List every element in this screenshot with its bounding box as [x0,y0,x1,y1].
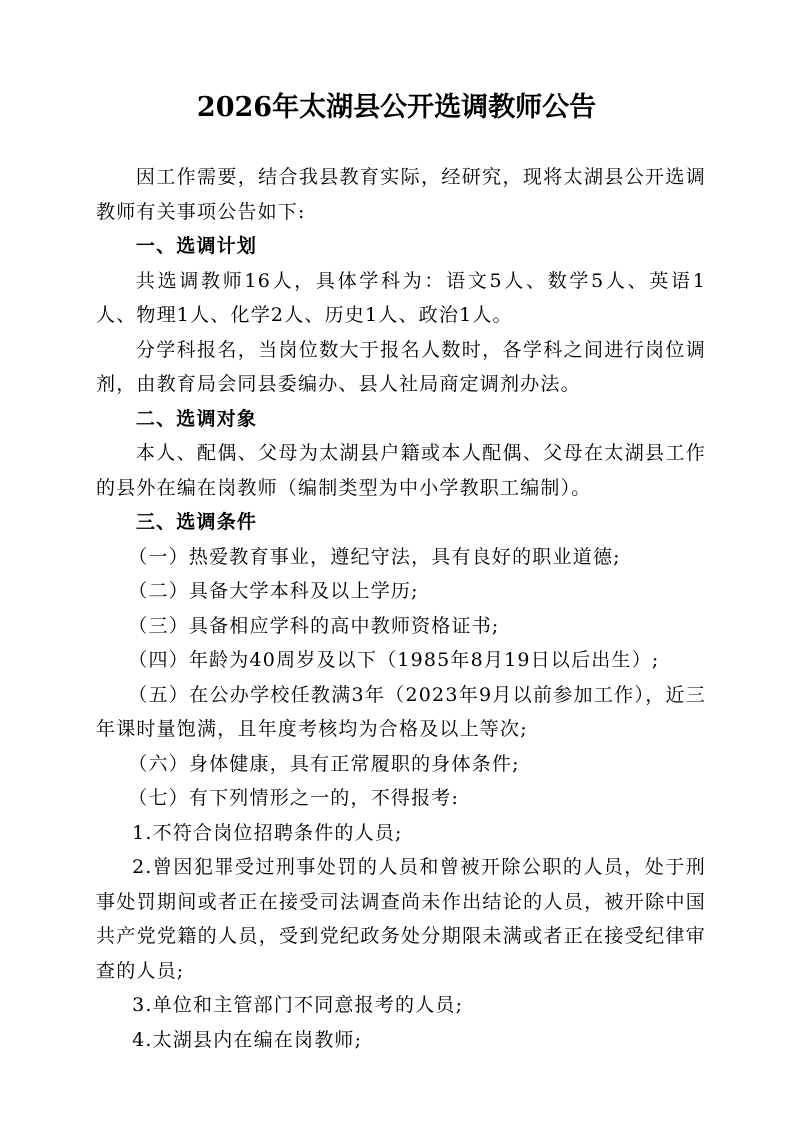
document-body [96,160,706,1057]
condition-item-2: （二）具备大学本科及以上学历; [128,580,419,602]
condition-item-3: （三）具备相应学科的高中教师资格证书; [128,614,500,637]
target-paragraph: 本人、配偶、父母为太湖县户籍或本人配偶、父母在太湖县工作的县外在编在岗教师（编制类型为中小学教职工编制）。 [96,442,706,499]
plan-paragraph: 共选调教师16人，具体学科为：语文5人、数学5人、英语1人、物理1人、化学2人、历史1人、政治1人。 [96,269,706,326]
page-title: 2026年太湖县公开选调教师公告 [196,92,597,123]
exclusion-item-1: 1.不符合岗位招聘条件的人员; [132,821,403,844]
condition-item-7: （七）有下列情形之一的，不得报考: [128,787,460,809]
exclusion-item-3: 3.单位和主管部门不同意报考的人员; [132,994,464,1016]
exclusion-item-2: 2.曾因犯罪受过刑事处罚的人员和曾被开除公职的人员，处于刑事处罚期间或者正在接受司法调查尚未作出结论的人员，被开除中国共产党党籍的人员，受到党纪政务处分期限未满或者正在接受纪律审查的人员; [96,856,706,982]
exclusion-item-4: 4.太湖县内在编在岗教师; [132,1028,363,1051]
condition-item-6: （六）身体健康，具有正常履职的身体条件; [128,752,520,775]
section-heading-target: 二、选调对象 [135,407,258,430]
section-heading-conditions: 三、选调条件 [135,511,258,533]
condition-item-4: （四）年龄为40周岁及以下（1985年8月19日以后出生）; [128,649,660,671]
intro-paragraph: 因工作需要，结合我县教育实际，经研究，现将太湖县公开选调教师有关事项公告如下: [96,166,706,223]
plan-adjust-paragraph: 分学科报名，当岗位数大于报名人数时，各学科之间进行岗位调剂，由教育局会同县委编办、县人社局商定调剂办法。 [96,338,706,395]
section-heading-plan: 一、选调计划 [135,235,258,257]
condition-item-5: （五）在公办学校任教满3年（2023年9月以前参加工作），近三年课时量饱满，且年度考核均为合格及以上等次; [96,683,706,740]
condition-item-1: （一）热爱教育事业，遵纪守法，具有良好的职业道德; [128,545,621,568]
